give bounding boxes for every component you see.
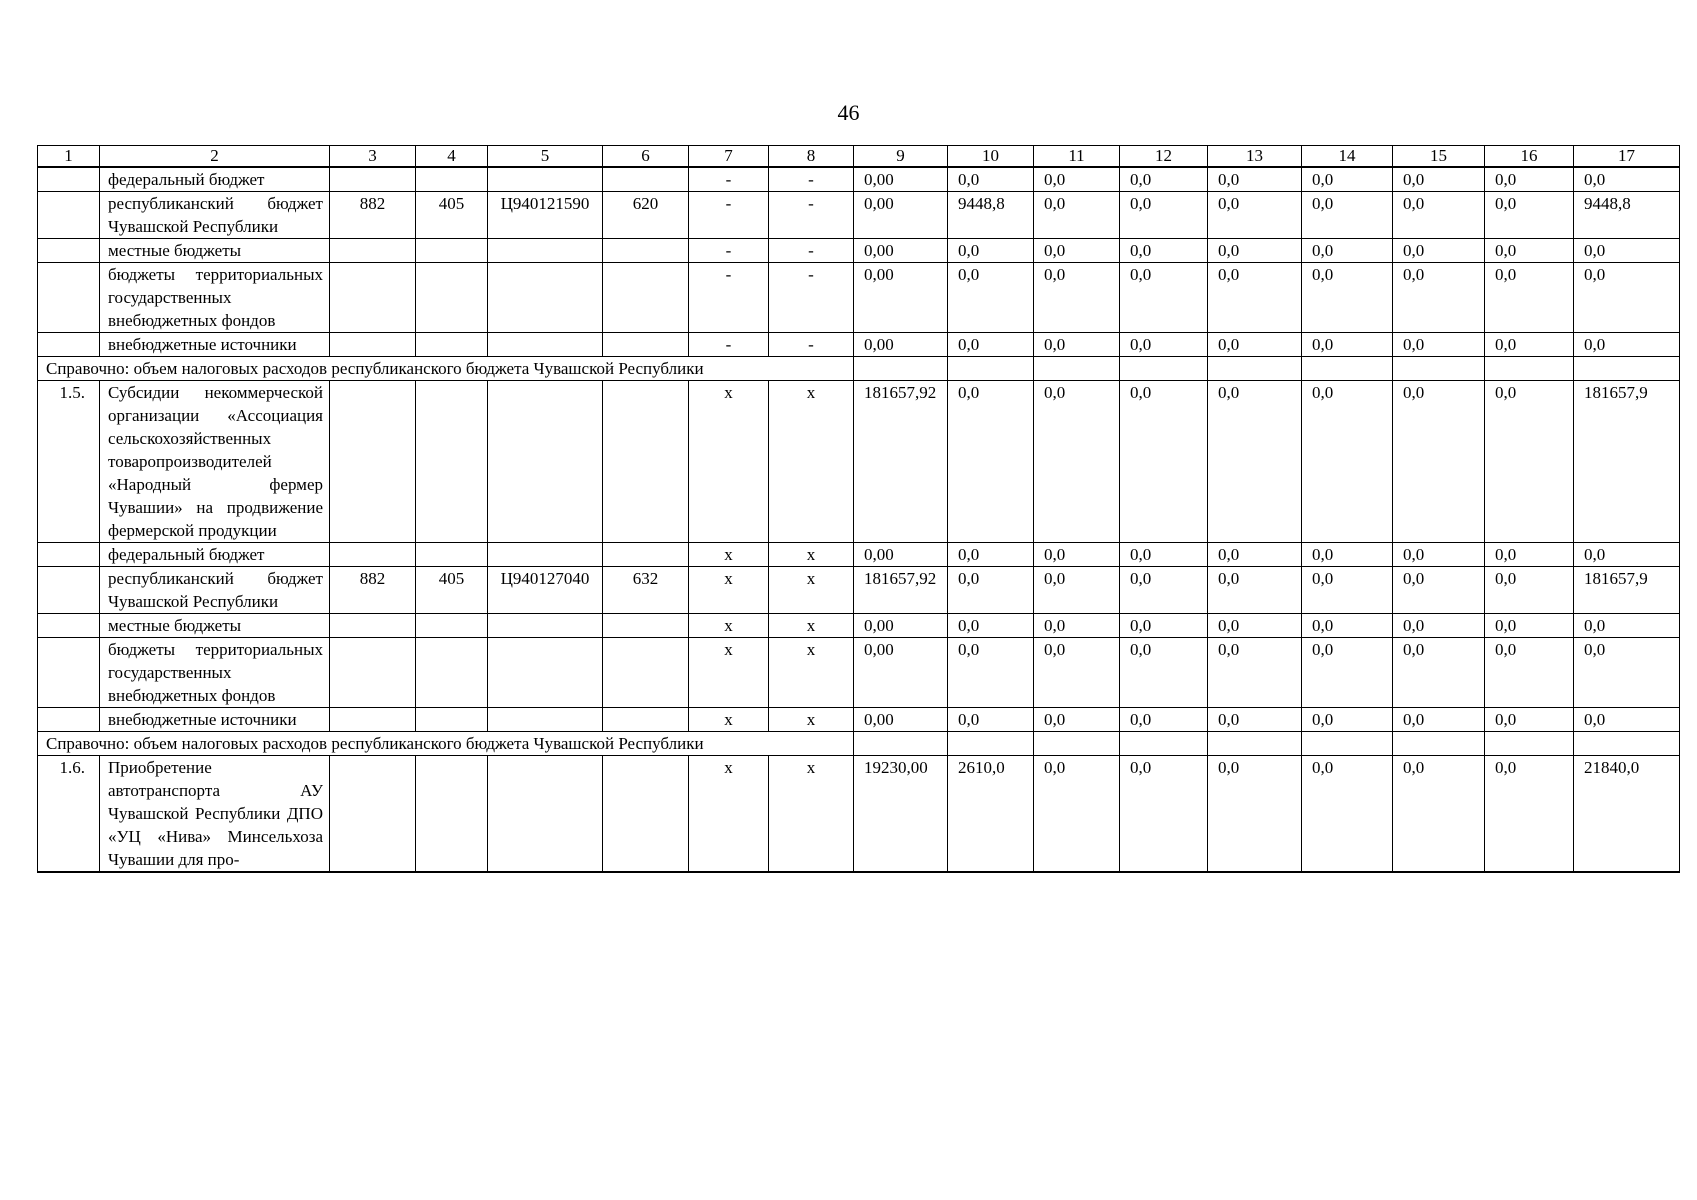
table-cell <box>488 239 603 263</box>
table-cell: 0,0 <box>1302 614 1393 638</box>
table-cell: 0,0 <box>948 381 1034 543</box>
table-cell: 0,0 <box>1034 614 1120 638</box>
table-cell: 0,0 <box>1302 708 1393 732</box>
table-cell: - <box>689 263 769 333</box>
table-cell: 0,0 <box>948 638 1034 708</box>
table-cell: 0,0 <box>948 708 1034 732</box>
budget-table <box>37 145 1680 873</box>
empty-cell <box>1574 357 1680 381</box>
table-row <box>38 614 1680 638</box>
item-number-cell: 1.5. <box>38 381 100 543</box>
table-cell: 9448,8 <box>948 192 1034 239</box>
column-number-cell: 17 <box>1574 146 1680 168</box>
table-cell: x <box>689 543 769 567</box>
table-cell: 0,0 <box>1120 567 1208 614</box>
table-cell: 0,00 <box>854 614 948 638</box>
item-description-cell: бюджеты территориальных государственных внебюджетных фондов <box>100 263 330 333</box>
table-cell: x <box>689 381 769 543</box>
table-cell: 0,0 <box>948 263 1034 333</box>
item-description-cell: федеральный бюджет <box>100 167 330 192</box>
item-number-cell <box>38 638 100 708</box>
table-cell <box>416 708 488 732</box>
table-cell: 0,00 <box>854 333 948 357</box>
table-cell <box>416 543 488 567</box>
table-cell: 0,0 <box>1485 239 1574 263</box>
reference-note: Справочно: объем налоговых расходов республиканского бюджета Чувашской Республики <box>38 732 854 756</box>
column-number-cell: 1 <box>38 146 100 168</box>
item-number-cell: 1.6. <box>38 756 100 873</box>
table-cell: 0,0 <box>1120 756 1208 873</box>
table-cell: 0,0 <box>1393 333 1485 357</box>
table-cell: 0,0 <box>1485 381 1574 543</box>
table-cell <box>330 333 416 357</box>
table-cell: 0,0 <box>1120 614 1208 638</box>
table-cell: 21840,0 <box>1574 756 1680 873</box>
table-cell: 0,0 <box>1208 638 1302 708</box>
table-cell: 0,0 <box>1485 638 1574 708</box>
table-row <box>38 167 1680 192</box>
table-cell: 0,0 <box>1034 756 1120 873</box>
table-cell: 0,0 <box>1574 638 1680 708</box>
table-cell: 405 <box>416 192 488 239</box>
table-cell: x <box>769 708 854 732</box>
table-cell: 0,0 <box>1034 638 1120 708</box>
item-number-cell <box>38 567 100 614</box>
table-cell: x <box>769 381 854 543</box>
item-number-cell <box>38 708 100 732</box>
table-cell: 0,0 <box>1393 543 1485 567</box>
table-cell: 19230,00 <box>854 756 948 873</box>
table-cell: 0,0 <box>1485 614 1574 638</box>
item-description-cell: республиканский бюджет Чувашской Республики <box>100 567 330 614</box>
table-cell: 0,0 <box>1302 638 1393 708</box>
empty-cell <box>1302 357 1393 381</box>
table-cell <box>488 543 603 567</box>
empty-cell <box>854 357 948 381</box>
table-cell: 0,0 <box>1393 263 1485 333</box>
empty-cell <box>1393 732 1485 756</box>
table-cell: 0,0 <box>1485 567 1574 614</box>
table-cell: x <box>769 543 854 567</box>
table-row <box>38 638 1680 708</box>
table-cell: 0,0 <box>1120 638 1208 708</box>
item-description-cell: внебюджетные источники <box>100 333 330 357</box>
item-description-cell: местные бюджеты <box>100 239 330 263</box>
table-cell: 181657,9 <box>1574 381 1680 543</box>
table-cell: 0,0 <box>1485 333 1574 357</box>
table-cell: 0,0 <box>1120 543 1208 567</box>
table-cell: 0,0 <box>1120 263 1208 333</box>
table-cell: 0,0 <box>1208 263 1302 333</box>
table-cell: 0,0 <box>1208 614 1302 638</box>
table-cell: 0,0 <box>1485 543 1574 567</box>
table-cell: 0,00 <box>854 192 948 239</box>
column-number-cell: 10 <box>948 146 1034 168</box>
table-cell: 181657,9 <box>1574 567 1680 614</box>
table-cell: 181657,92 <box>854 381 948 543</box>
table-cell <box>416 756 488 873</box>
column-number-cell: 11 <box>1034 146 1120 168</box>
item-number-cell <box>38 192 100 239</box>
table-cell <box>488 638 603 708</box>
table-cell: 0,0 <box>1034 333 1120 357</box>
table-cell: 2610,0 <box>948 756 1034 873</box>
empty-cell <box>1208 732 1302 756</box>
table-cell <box>603 756 689 873</box>
table-cell: x <box>689 708 769 732</box>
table-cell: 882 <box>330 567 416 614</box>
table-cell: 0,0 <box>1485 756 1574 873</box>
item-description-cell: Субсидии некоммерческой организации «Ассоциация сельскохозяйственных товаропроизводителей «Народный фермер Чувашии» на продвижение фермерской продукции <box>100 381 330 543</box>
table-cell: 0,0 <box>1574 239 1680 263</box>
table-cell <box>603 381 689 543</box>
table-cell: 0,0 <box>1208 543 1302 567</box>
column-number-cell: 12 <box>1120 146 1208 168</box>
table-cell <box>416 333 488 357</box>
table-cell: 0,00 <box>854 638 948 708</box>
table-cell: 0,0 <box>1393 167 1485 192</box>
table-cell <box>603 263 689 333</box>
column-number-cell: 13 <box>1208 146 1302 168</box>
table-row <box>38 333 1680 357</box>
column-number-cell: 5 <box>488 146 603 168</box>
table-cell: 0,00 <box>854 708 948 732</box>
table-cell <box>416 167 488 192</box>
table-cell: 0,00 <box>854 263 948 333</box>
item-description-cell: федеральный бюджет <box>100 543 330 567</box>
table-cell: 0,0 <box>1120 333 1208 357</box>
empty-cell <box>1393 357 1485 381</box>
table-cell: x <box>689 567 769 614</box>
table-cell: Ц940121590 <box>488 192 603 239</box>
table-cell: 0,0 <box>948 333 1034 357</box>
table-cell: 0,0 <box>1574 263 1680 333</box>
table-cell: 405 <box>416 567 488 614</box>
table-cell: 0,0 <box>1393 239 1485 263</box>
item-description-cell: местные бюджеты <box>100 614 330 638</box>
table-cell <box>330 708 416 732</box>
table-cell <box>488 756 603 873</box>
column-number-cell: 14 <box>1302 146 1393 168</box>
empty-cell <box>948 732 1034 756</box>
table-cell: 0,0 <box>1393 614 1485 638</box>
item-description-cell: внебюджетные источники <box>100 708 330 732</box>
table-cell <box>330 381 416 543</box>
table-cell: 0,0 <box>1302 543 1393 567</box>
empty-cell <box>1485 357 1574 381</box>
table-row <box>38 263 1680 333</box>
table-cell: - <box>689 239 769 263</box>
table-cell <box>330 638 416 708</box>
empty-cell <box>1208 357 1302 381</box>
table-cell: Ц940127040 <box>488 567 603 614</box>
table-cell: - <box>769 192 854 239</box>
item-number-cell <box>38 239 100 263</box>
table-cell: x <box>689 756 769 873</box>
table-cell: 0,0 <box>1393 192 1485 239</box>
table-cell: 0,0 <box>1208 381 1302 543</box>
table-cell: 0,0 <box>1485 192 1574 239</box>
column-number-cell: 8 <box>769 146 854 168</box>
empty-cell <box>1485 732 1574 756</box>
table-cell <box>330 167 416 192</box>
table-cell: 0,0 <box>948 543 1034 567</box>
empty-cell <box>1120 357 1208 381</box>
table-cell: 620 <box>603 192 689 239</box>
table-cell: 0,0 <box>1302 263 1393 333</box>
table-cell: x <box>689 614 769 638</box>
column-number-cell: 2 <box>100 146 330 168</box>
empty-cell <box>948 357 1034 381</box>
table-cell <box>488 708 603 732</box>
table-cell <box>330 543 416 567</box>
table-cell <box>603 708 689 732</box>
item-description-cell: бюджеты территориальных государственных внебюджетных фондов <box>100 638 330 708</box>
table-cell: 0,0 <box>1208 708 1302 732</box>
table-cell: 0,0 <box>1034 192 1120 239</box>
table-cell: 0,0 <box>1120 708 1208 732</box>
table-cell <box>603 543 689 567</box>
table-cell: 0,0 <box>1574 614 1680 638</box>
table-row <box>38 381 1680 543</box>
table-cell: 0,0 <box>1302 192 1393 239</box>
table-cell: 0,0 <box>1208 756 1302 873</box>
table-cell: - <box>769 333 854 357</box>
table-cell: 632 <box>603 567 689 614</box>
empty-cell <box>854 732 948 756</box>
column-number-cell: 3 <box>330 146 416 168</box>
table-cell: 0,00 <box>854 543 948 567</box>
table-cell: - <box>769 239 854 263</box>
table-cell: x <box>769 756 854 873</box>
table-cell <box>488 614 603 638</box>
item-number-cell <box>38 333 100 357</box>
table-cell: 0,0 <box>1302 381 1393 543</box>
reference-note-row <box>38 732 1680 756</box>
table-cell: 0,0 <box>1208 333 1302 357</box>
table-cell: x <box>769 567 854 614</box>
table-cell: 0,0 <box>1034 543 1120 567</box>
item-number-cell <box>38 543 100 567</box>
table-cell: 0,0 <box>1034 708 1120 732</box>
table-cell: 0,0 <box>1034 167 1120 192</box>
table-cell: 0,0 <box>1302 167 1393 192</box>
table-row <box>38 756 1680 873</box>
table-cell: 0,0 <box>1034 567 1120 614</box>
table-cell: 0,0 <box>1120 167 1208 192</box>
table-cell: 0,0 <box>1208 192 1302 239</box>
table-cell: 0,0 <box>1120 239 1208 263</box>
table-cell: 0,0 <box>1208 167 1302 192</box>
table-cell: 0,0 <box>1393 567 1485 614</box>
table-cell: 0,0 <box>948 567 1034 614</box>
table-cell: 0,0 <box>1302 239 1393 263</box>
table-cell: 0,0 <box>1034 263 1120 333</box>
table-cell: 0,0 <box>1574 543 1680 567</box>
table-cell: 0,0 <box>948 614 1034 638</box>
table-cell: 0,00 <box>854 167 948 192</box>
table-cell: 0,0 <box>1034 239 1120 263</box>
table-cell: 0,0 <box>1574 167 1680 192</box>
table-cell <box>488 381 603 543</box>
item-number-cell <box>38 167 100 192</box>
item-number-cell <box>38 614 100 638</box>
item-description-cell: республиканский бюджет Чувашской Республики <box>100 192 330 239</box>
table-row <box>38 708 1680 732</box>
table-cell <box>330 263 416 333</box>
table-cell: 0,0 <box>948 167 1034 192</box>
table-row <box>38 543 1680 567</box>
table-cell: 0,0 <box>1302 567 1393 614</box>
table-cell: 0,00 <box>854 239 948 263</box>
table-cell: x <box>769 614 854 638</box>
table-cell: 0,0 <box>1302 333 1393 357</box>
table-cell: x <box>689 638 769 708</box>
reference-note-row <box>38 357 1680 381</box>
table-cell: 882 <box>330 192 416 239</box>
column-number-cell: 9 <box>854 146 948 168</box>
table-cell: 0,0 <box>1485 167 1574 192</box>
item-description-cell: Приобретение автотранспорта АУ Чувашской Республики ДПО «УЦ «Нива» Минсельхоза Чувашии для про- <box>100 756 330 873</box>
column-number-row <box>38 146 1680 168</box>
item-number-cell <box>38 263 100 333</box>
table-cell <box>488 333 603 357</box>
table-cell <box>603 614 689 638</box>
table-cell <box>416 239 488 263</box>
table-cell <box>330 239 416 263</box>
table-cell <box>416 263 488 333</box>
table-cell <box>330 614 416 638</box>
table-cell: - <box>689 192 769 239</box>
column-number-cell: 6 <box>603 146 689 168</box>
table-cell: 0,0 <box>1393 381 1485 543</box>
table-cell <box>488 263 603 333</box>
table-cell: 9448,8 <box>1574 192 1680 239</box>
table-cell: - <box>689 333 769 357</box>
table-cell <box>603 239 689 263</box>
table-row <box>38 239 1680 263</box>
table-cell: 0,0 <box>1120 381 1208 543</box>
table-cell: 181657,92 <box>854 567 948 614</box>
empty-cell <box>1120 732 1208 756</box>
table-cell: 0,0 <box>1574 333 1680 357</box>
table-cell: x <box>769 638 854 708</box>
page-number: 46 <box>837 100 860 125</box>
column-number-cell: 4 <box>416 146 488 168</box>
empty-cell <box>1574 732 1680 756</box>
table-cell: 0,0 <box>1120 192 1208 239</box>
column-number-cell: 15 <box>1393 146 1485 168</box>
empty-cell <box>1302 732 1393 756</box>
table-cell: 0,0 <box>1393 756 1485 873</box>
table-cell: 0,0 <box>1208 567 1302 614</box>
table-cell <box>603 333 689 357</box>
table-cell: 0,0 <box>1574 708 1680 732</box>
table-cell: 0,0 <box>1393 708 1485 732</box>
table-cell <box>416 638 488 708</box>
table-body <box>38 146 1680 873</box>
table-cell: 0,0 <box>1485 263 1574 333</box>
empty-cell <box>1034 357 1120 381</box>
table-cell <box>416 614 488 638</box>
table-cell <box>330 756 416 873</box>
table-row <box>38 567 1680 614</box>
table-cell: 0,0 <box>1302 756 1393 873</box>
table-cell: 0,0 <box>1393 638 1485 708</box>
table-cell: 0,0 <box>1208 239 1302 263</box>
table-cell <box>603 167 689 192</box>
table-cell: 0,0 <box>1485 708 1574 732</box>
table-row <box>38 192 1680 239</box>
table-cell: 0,0 <box>948 239 1034 263</box>
reference-note: Справочно: объем налоговых расходов республиканского бюджета Чувашской Республики <box>38 357 854 381</box>
table-cell: - <box>689 167 769 192</box>
empty-cell <box>1034 732 1120 756</box>
table-cell <box>416 381 488 543</box>
table-cell <box>488 167 603 192</box>
table-cell: 0,0 <box>1034 381 1120 543</box>
table-cell: - <box>769 167 854 192</box>
column-number-cell: 7 <box>689 146 769 168</box>
table-cell <box>603 638 689 708</box>
column-number-cell: 16 <box>1485 146 1574 168</box>
table-cell: - <box>769 263 854 333</box>
